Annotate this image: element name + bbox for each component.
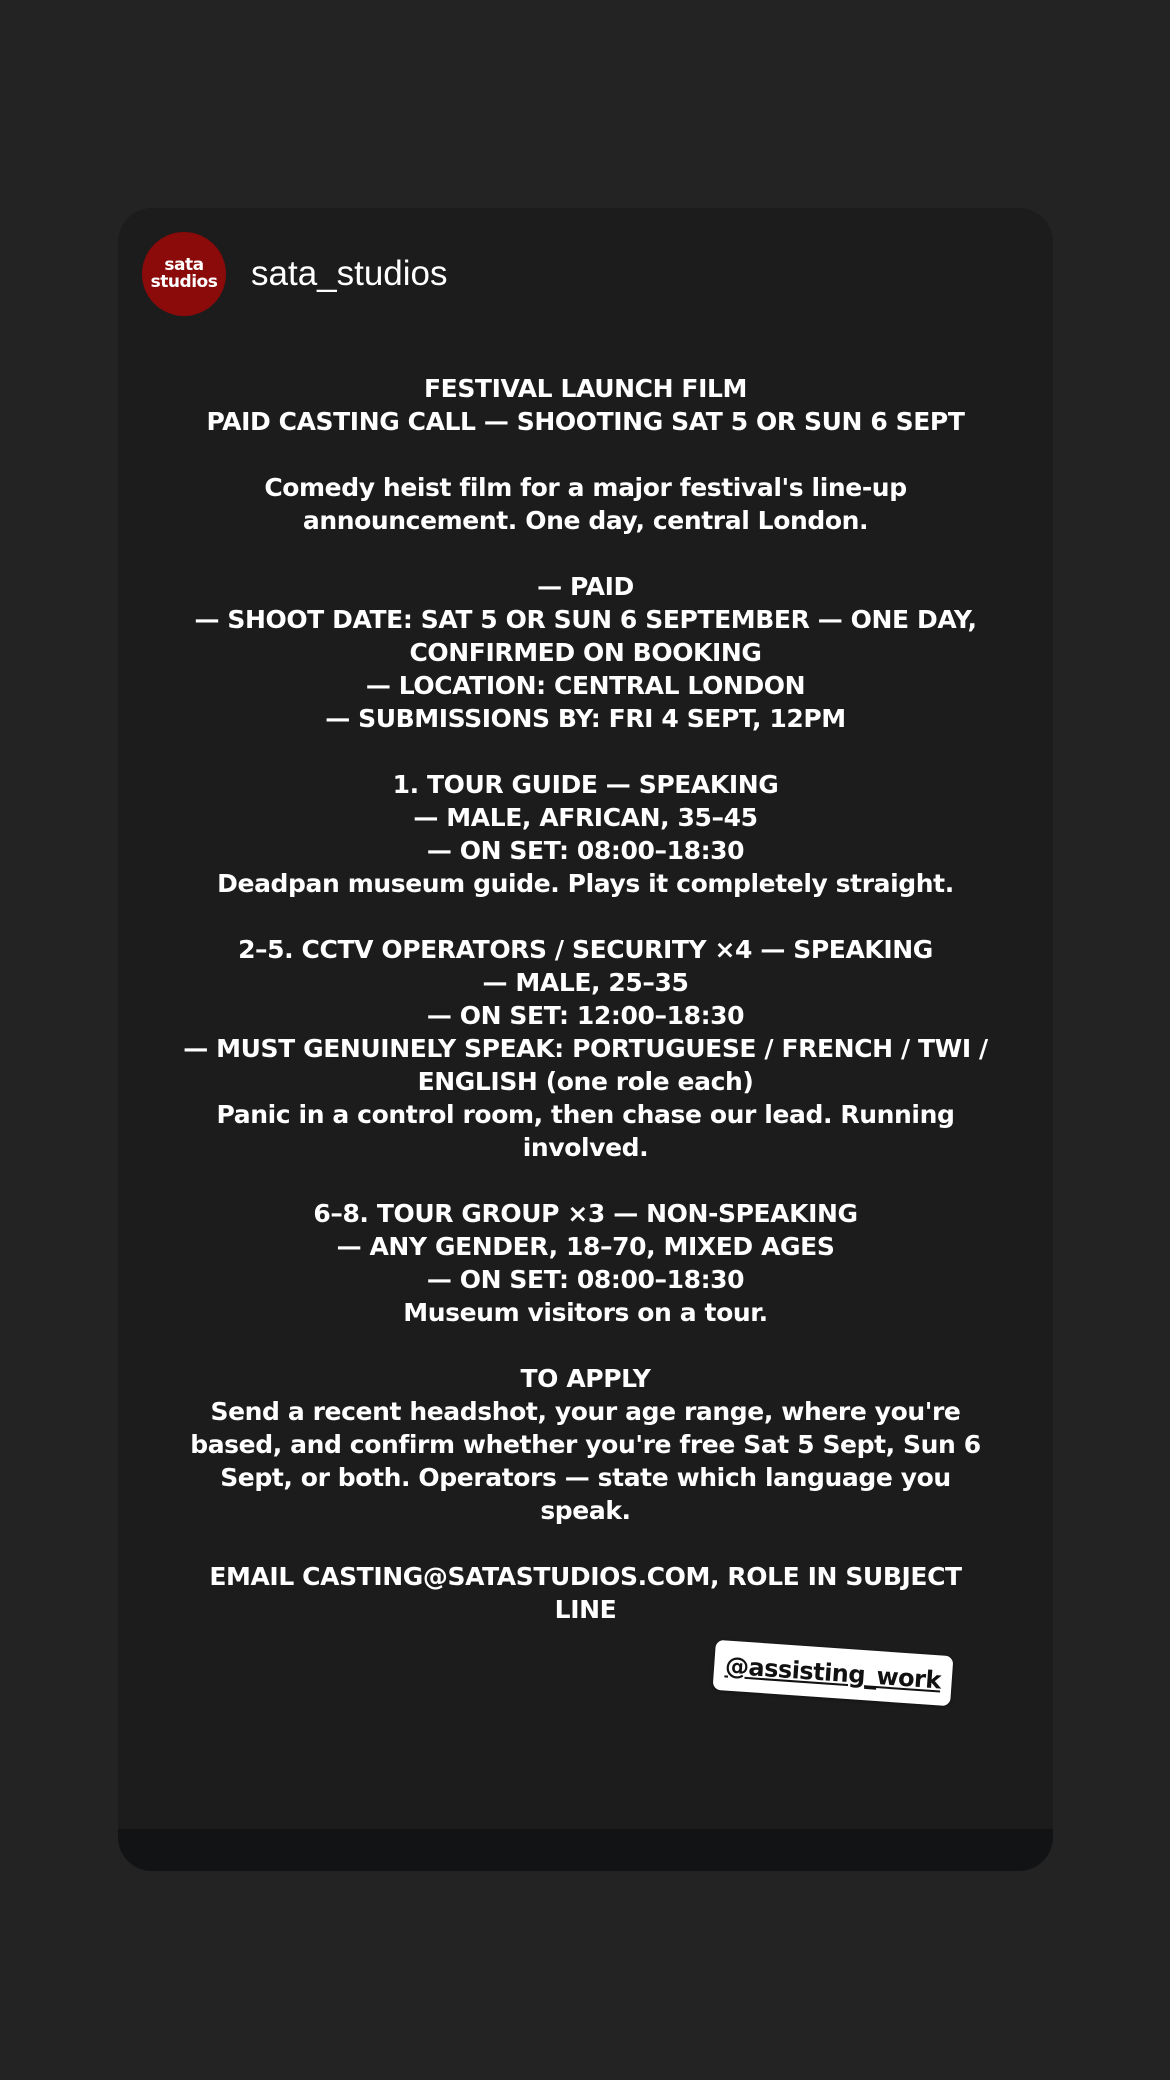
username[interactable]: sata_studios <box>251 254 448 293</box>
post-text-line: announcement. One day, central London. <box>302 506 869 535</box>
paragraph-gap <box>158 1164 1013 1197</box>
post-text-line: — PAID <box>537 572 634 601</box>
paragraph-gap <box>158 537 1013 570</box>
post-text-line: 2–5. CCTV OPERATORS / SECURITY ×4 — SPEAKING <box>238 935 933 964</box>
post-text-line: Museum visitors on a tour. <box>403 1298 768 1327</box>
post-text-line: — SHOOT DATE: SAT 5 OR SUN 6 SEPTEMBER — ONE DAY, <box>194 605 977 634</box>
post-text-line: Panic in a control room, then chase our lead. Running <box>216 1100 955 1129</box>
mention-sticker-text: @assisting_work <box>724 1651 942 1695</box>
post-text-line: FESTIVAL LAUNCH FILM <box>423 374 748 403</box>
post-text-line: EMAIL CASTING@SATASTUDIOS.COM, ROLE IN SUBJECT <box>209 1562 962 1591</box>
paragraph-gap <box>158 900 1013 933</box>
post-text-line: — MALE, AFRICAN, 35–45 <box>413 803 758 832</box>
post-text-line: speak. <box>540 1496 631 1525</box>
post-text-line: Send a recent headshot, your age range, where you're <box>210 1397 961 1426</box>
post-text-line: Sept, or both. Operators — state which language you <box>220 1463 951 1492</box>
post-text-line: PAID CASTING CALL — SHOOTING SAT 5 OR SUN 6 SEPT <box>206 407 965 436</box>
post-text <box>158 372 1013 1626</box>
post-text-line: 6–8. TOUR GROUP ×3 — NON-SPEAKING <box>313 1199 858 1228</box>
post-text-line: ENGLISH (one role each) <box>417 1067 754 1096</box>
post-text-line: 1. TOUR GUIDE — SPEAKING <box>392 770 779 799</box>
card-footer <box>118 1829 1053 1871</box>
story-card <box>118 208 1053 1871</box>
post-text-line: LINE <box>554 1595 617 1624</box>
post-text-line: — MUST GENUINELY SPEAK: PORTUGUESE / FRENCH / TWI / <box>183 1034 988 1063</box>
post-text-line: — LOCATION: CENTRAL LONDON <box>365 671 806 700</box>
paragraph-gap <box>158 735 1013 768</box>
post-text-line: based, and confirm whether you're free Sat 5 Sept, Sun 6 <box>190 1430 981 1459</box>
post-text-line: TO APPLY <box>520 1364 651 1393</box>
post-text-line: Comedy heist film for a major festival's line-up <box>264 473 907 502</box>
paragraph-gap <box>158 1329 1013 1362</box>
post-text-line: — ON SET: 08:00–18:30 <box>426 1265 745 1294</box>
post-text-line: — MALE, 25–35 <box>482 968 689 997</box>
paragraph-gap <box>158 1527 1013 1560</box>
avatar-text-line2: studios <box>150 272 218 292</box>
post-text-line: Deadpan museum guide. Plays it completely straight. <box>217 869 954 898</box>
post-text-line: — ANY GENDER, 18–70, MIXED AGES <box>336 1232 835 1261</box>
paragraph-gap <box>158 438 1013 471</box>
post-text-line: — ON SET: 12:00–18:30 <box>426 1001 745 1030</box>
avatar[interactable] <box>142 232 226 316</box>
mention-sticker[interactable] <box>713 1640 954 1706</box>
post-text-line: involved. <box>522 1133 649 1162</box>
avatar-text-line1: sata <box>164 255 204 275</box>
post-text-line: — ON SET: 08:00–18:30 <box>426 836 745 865</box>
post-text-line: — SUBMISSIONS BY: FRI 4 SEPT, 12PM <box>325 704 846 733</box>
story-header <box>142 232 448 316</box>
post-text-line: CONFIRMED ON BOOKING <box>409 638 762 667</box>
